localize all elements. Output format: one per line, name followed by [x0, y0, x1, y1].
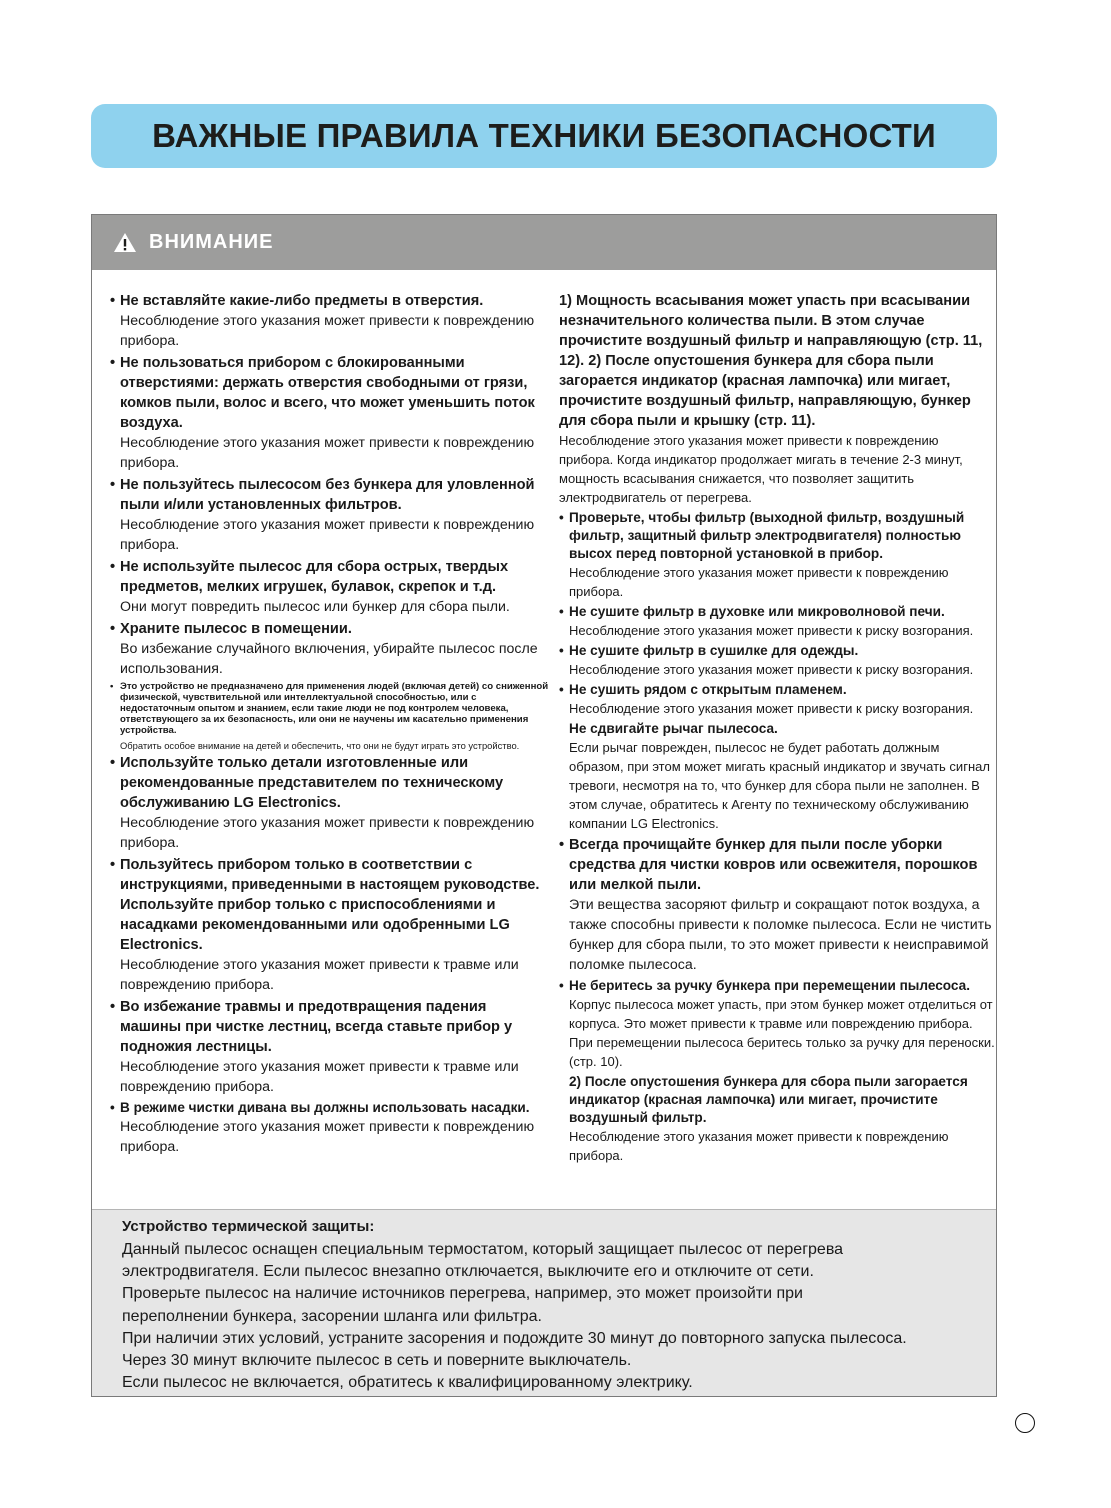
thermal-line: Данный пылесос оснащен специальным термостатом, который защищает пылесос от перегрева	[122, 1241, 844, 1258]
right-column	[559, 291, 995, 1167]
item-body: Во избежание случайного включения, убирайте пылесос после использования.	[120, 641, 538, 677]
page-title: ВАЖНЫЕ ПРАВИЛА ТЕХНИКИ БЕЗОПАСНОСТИ	[152, 117, 936, 154]
item-body: Несоблюдение этого указания может привести к риску возгорания.	[569, 623, 974, 638]
warning-label: ВНИМАНИЕ	[149, 231, 274, 253]
warning-panel	[91, 214, 997, 1397]
list-item	[110, 855, 550, 995]
thermal-line: При наличии этих условий, устраните засорения и подождите 30 минут до повторного запуска пылесоса.	[122, 1329, 907, 1347]
list-item	[559, 1073, 995, 1165]
page-number-circle	[1015, 1413, 1035, 1433]
thermal-protection-box	[92, 1209, 996, 1396]
list-item	[110, 291, 550, 351]
left-column	[110, 291, 550, 1159]
thermal-line: Проверьте пылесос на наличие источников перегрева, например, это может произойти при	[122, 1285, 803, 1303]
item-heading: • Во избежание травмы и предотвращения падения машины при чистке лестниц, всегда ставьте прибор у подножия лестницы.	[110, 997, 550, 1057]
item-heading: 1) Мощность всасывания может упасть при всасывании незначительного количества пыли. В этом случае прочистите воздушный фильтр и направляющую (стр. 11, 12). 2) После опустошения бункера для сбора пыли загорается индикатор (красная лампочка) или мигает, прочистите воздушный фильтр, направляющую, бункер для сбора пыли и крышку (стр. 11).	[559, 293, 983, 429]
list-item	[110, 1099, 550, 1157]
item-heading: • Храните пылесос в помещении.	[110, 619, 550, 639]
item-heading: • Используйте только детали изготовленные или рекомендованные представителем по техническому обслуживанию LG Electronics.	[110, 753, 550, 813]
list-item	[559, 291, 995, 507]
item-body: Несоблюдение этого указания может привести к повреждению прибора.	[120, 313, 535, 349]
item-heading: • Не сушите фильтр в духовке или микроволновой печи.	[559, 603, 995, 621]
item-body: Несоблюдение этого указания может привести к повреждению прибора.	[569, 1129, 949, 1163]
item-heading: Не сдвигайте рычаг пылесоса.	[569, 721, 778, 736]
list-item	[110, 681, 550, 751]
item-body: Эти вещества засоряют фильтр и сокращают поток воздуха, а также способны привести к поломке пылесоса. Если не чистить бункер для сбора пыли, то это может привести к неисправимой поломке пылесоса.	[569, 897, 992, 973]
item-heading: • Не вставляйте какие-либо предметы в отверстия.	[110, 291, 550, 311]
item-body: Несоблюдение этого указания может привести к травме или повреждению прибора.	[120, 1059, 519, 1095]
item-body: Несоблюдение этого указания может привести к повреждению прибора.	[120, 1119, 535, 1155]
list-item	[110, 353, 550, 473]
item-body: Несоблюдение этого указания может привести к травме или повреждению прибора.	[120, 957, 519, 993]
list-item	[110, 619, 550, 679]
item-body: Несоблюдение этого указания может привести к риску возгорания.	[569, 662, 974, 677]
list-item	[110, 997, 550, 1097]
item-body: Обратить особое внимание на детей и обеспечить, что они не будут играть это устройство.	[120, 740, 520, 751]
item-body: Несоблюдение этого указания может привести к повреждению прибора.	[569, 565, 949, 599]
item-heading: • Не пользуйтесь пылесосом без бункера для уловленной пыли и/или установленных фильтров.	[110, 475, 550, 515]
thermal-title: Устройство термической защиты:	[122, 1218, 375, 1235]
item-heading: • В режиме чистки дивана вы должны использовать насадки.	[110, 1099, 550, 1117]
warning-triangle-icon	[113, 232, 137, 253]
item-heading: • Не пользоваться прибором с блокированными отверстиями: держать отверстия свободными от грязи, комков пыли, волос и всего, что может уменьшить поток воздуха.	[110, 353, 550, 433]
list-item	[110, 475, 550, 555]
item-heading: • Не сушить рядом с открытым пламенем.	[559, 681, 995, 699]
item-body: Несоблюдение этого указания может привести к повреждению прибора. Когда индикатор продолжает мигать в течение 2-3 минут, мощность всасывания снижается, что позволяет защитить электродвигатель от перегрева.	[559, 433, 963, 505]
thermal-line: Если пылесос не включается, обратитесь к квалифицированному электрику.	[122, 1374, 693, 1392]
item-body: Они могут повредить пылесос или бункер для сбора пыли.	[120, 599, 510, 615]
item-heading: • Пользуйтесь прибором только в соответствии с инструкциями, приведенными в настоящем руководстве. Используйте прибор только с приспособлениями и насадками рекомендованными или одобренными LG Electronics.	[110, 855, 550, 955]
item-heading: • Не сушите фильтр в сушилке для одежды.	[559, 642, 995, 660]
item-heading: • Всегда прочищайте бункер для пыли после уборки средства для чистки ковров или освежителя, порошков или мелкой пыли.	[559, 835, 995, 895]
list-item	[559, 835, 995, 975]
warning-header	[92, 215, 996, 270]
thermal-line: электродвигателя. Если пылесос внезапно отключается, выключите его и отключите от сети.	[122, 1263, 814, 1281]
list-item	[559, 720, 995, 833]
item-heading: 2) После опустошения бункера для сбора пыли загорается индикатор (красная лампочка) или мигает, прочистите воздушный фильтр.	[569, 1074, 968, 1125]
item-body: Корпус пылесоса может упасть, при этом бункер может отделиться от корпуса. Это может привести к травме или повреждению прибора. При перемещении пылесоса беритесь только за ручку для переноски. (стр. 10).	[569, 997, 995, 1069]
item-heading: • Не беритесь за ручку бункера при перемещении пылесоса.	[559, 977, 995, 995]
item-body: Несоблюдение этого указания может привести к повреждению прибора.	[120, 435, 535, 471]
title-banner	[91, 104, 997, 168]
item-body: Если рычаг поврежден, пылесос не будет работать должным образом, при этом может мигать красный индикатор и звучать сигнал тревоги, несмотря на то, что бункер для сбора пыли не заполнен. В этом случае, обратитесь к Агенту по техническому обслуживанию компании LG Electronics.	[569, 740, 990, 831]
item-heading: • Не используйте пылесос для сбора острых, твердых предметов, мелких игрушек, булавок, скрепок и т.д.	[110, 557, 550, 597]
thermal-line: переполнении бункера, засорении шланга или фильтра.	[122, 1307, 542, 1325]
item-heading: • Это устройство не предназначено для применения людей (включая детей) со сниженной физической, чувствительной или интеллектуальной способностью, или с недостаточным опытом и знанием, если такие люди не под контролем человека, ответствующего за их безопасность, или они не научены им касательно применения устройства.	[110, 681, 550, 736]
item-body: Несоблюдение этого указания может привести к повреждению прибора.	[120, 517, 535, 553]
item-body: Несоблюдение этого указания может привести к повреждению прибора.	[120, 815, 535, 851]
list-item	[110, 753, 550, 853]
list-item	[559, 681, 995, 718]
item-heading: • Проверьте, чтобы фильтр (выходной фильтр, воздушный фильтр, защитный фильтр электродвигателя) полностью высох перед повторной установкой в прибор.	[559, 509, 995, 563]
list-item	[559, 642, 995, 679]
item-body: Несоблюдение этого указания может привести к риску возгорания.	[569, 701, 974, 716]
list-item	[559, 977, 995, 1071]
list-item	[559, 603, 995, 640]
list-item	[559, 509, 995, 601]
thermal-line: Через 30 минут включите пылесос в сеть и поверните выключатель.	[122, 1352, 632, 1370]
list-item	[110, 557, 550, 617]
